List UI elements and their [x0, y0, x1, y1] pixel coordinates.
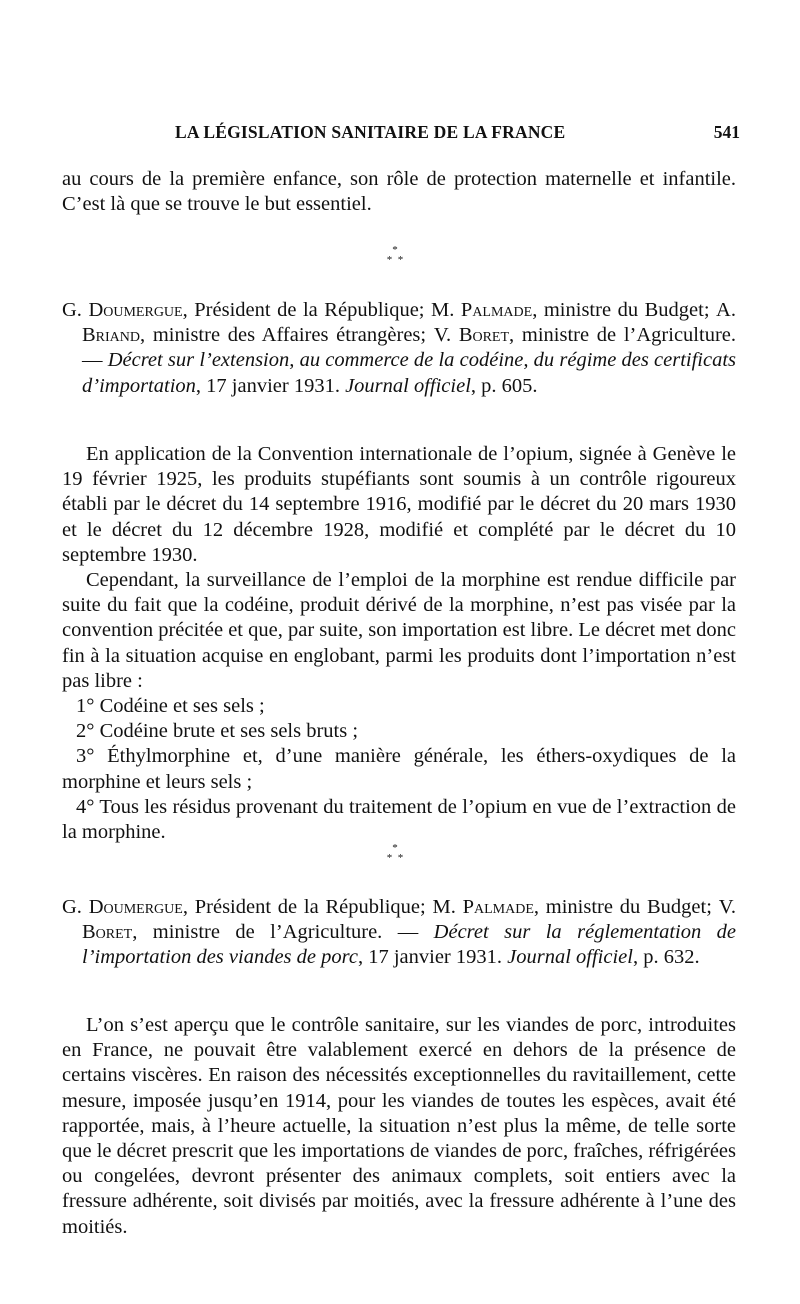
decree-title: Décret sur la réglementation de l’importation des viandes de porc: [82, 921, 736, 969]
list-item: 4° Tous les résidus provenant du traitement de l’opium en vue de l’extraction de la morphine.: [62, 795, 736, 844]
asterism-star: *: [392, 842, 398, 854]
decree-citation-1: [62, 298, 736, 399]
body-paragraph: L’on s’est aperçu que le contrôle sanitaire, sur les viandes de porc, introduites en France, ne pouvait être valablement exercé en dehors de la présence de certains viscères. En raison des nécessités exceptionnelles du ravitaillement, cette mesure, imposée jusqu’en 1914, pour les viandes de toutes les espèces, avait été rapportée, mais, à l’heure actuelle, la situation n’est plus la même, de telle sorte que le décret prescrit que les importations de viandes de porc, fraîches, réfrigérées ou congelées, devront présenter des animaux complets, soit entiers avec la fressure adhérente, soit divisés par moitiés, avec la fressure adhérente à l’une des moitiés.: [62, 1014, 736, 1238]
intro-paragraph-block: [62, 167, 736, 217]
author-role: , ministre du Budget;: [533, 896, 719, 918]
author-name: G. Doumergue: [62, 299, 183, 321]
page-number: 541: [713, 122, 740, 142]
author-name: V. Boret: [433, 324, 510, 347]
journal-name: Journal officiel: [507, 946, 633, 969]
author-role: , ministre des Affaires étrangères;: [140, 324, 434, 347]
asterism-star: * *: [386, 852, 404, 864]
author-role: , Président de la République;: [182, 299, 432, 321]
author-name: V. Boret: [82, 896, 736, 944]
author-name: M. Palmade: [432, 896, 534, 918]
decree-citation-2: [62, 895, 736, 971]
author-role: , ministre de l’Agriculture. —: [132, 921, 434, 944]
asterism-separator: [380, 843, 410, 873]
decree-date: , 17 janvier 1931.: [195, 374, 346, 397]
decree-title: Décret sur l’extension, au commerce de la codéine, du régime des certificats d’importation: [82, 349, 736, 397]
body-paragraph: En application de la Convention internationale de l’opium, signée à Genève le 19 février 1925, les produits stupéfiants sont soumis à un contrôle rigoureux établi par le décret du 14 septembre 1916, modifié par le décret du 20 mars 1930 et le décret du 12 décembre 1928, modifié et complété par le décret du 10 septembre 1930.: [62, 443, 736, 566]
author-name: G. Doumergue: [62, 896, 183, 918]
asterism-star: * *: [386, 254, 404, 266]
list-item: 3° Éthylmorphine et, d’une manière générale, les éthers-oxydiques de la morphine et leurs sels ;: [62, 745, 736, 793]
page-reference: , p. 605.: [470, 374, 538, 397]
list-item: 2° Codéine brute et ses sels bruts ;: [76, 720, 359, 743]
list-item: 1° Codéine et ses sels ;: [76, 695, 265, 718]
running-title: LA LÉGISLATION SANITAIRE DE LA FRANCE: [175, 122, 566, 142]
intro-paragraph: au cours de la première enfance, son rôle de protection maternelle et infantile. C’est là que se trouve le but essentiel.: [62, 168, 736, 216]
journal-name: Journal officiel: [345, 374, 471, 397]
body-section-2: [62, 1013, 736, 1240]
asterism-star: *: [392, 244, 398, 256]
author-name: A. Briand: [82, 299, 736, 347]
author-name: M. Palmade: [431, 299, 533, 321]
asterism-separator: [380, 245, 410, 275]
author-role: , ministre du Budget;: [532, 299, 717, 321]
decree-date: , 17 janvier 1931.: [357, 946, 508, 969]
body-section-1: [62, 442, 736, 845]
decree-citation-text: [62, 298, 736, 399]
page-reference: , p. 632.: [632, 946, 700, 969]
author-role: , Président de la République;: [182, 896, 433, 918]
body-paragraph: Cependant, la surveillance de l’emploi de la morphine est rendue difficile par suite du fait que la codéine, produit dérivé de la morphine, n’est pas visée par la convention précitée et que, par suite, son importation est libre. Le décret met donc fin à la situation acquise en englobant, parmi les produits dont l’importation n’est pas libre :: [62, 569, 736, 692]
running-head: [175, 120, 740, 146]
decree-citation-text: [62, 895, 736, 971]
author-role: , ministre de l’Agriculture. —: [82, 324, 736, 372]
